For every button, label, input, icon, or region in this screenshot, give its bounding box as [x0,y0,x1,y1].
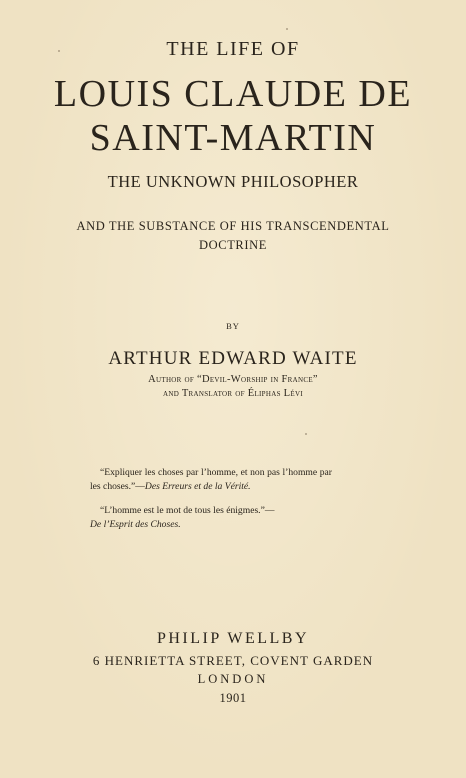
title-prefix: THE LIFE OF [166,38,300,60]
epigraph-quote-1-text: “Expliquer les choses par l’homme, et non pas l’homme par les choses.”— [90,467,332,492]
epigraph-quote-2-source: De l’Esprit des Choses. [90,518,181,530]
subtitle: THE UNKNOWN PHILOSOPHER [107,172,359,191]
publisher-name: PHILIP WELLBY [156,630,310,647]
title-name-line-2: SAINT-MARTIN [89,117,377,159]
publication-year: 1901 [219,691,247,705]
by-label: BY [226,321,240,331]
epigraph-quote-1-source: Des Erreurs et de la Vérité. [144,480,251,492]
paper-speck [305,433,307,435]
author-credential-1: Author of “Devil-Worship in France” [148,374,318,385]
publisher-city: LONDON [197,672,269,686]
subtitle-secondary-line-2: DOCTRINE [199,238,267,252]
publisher-address: 6 HENRIETTA STREET, COVENT GARDEN [92,653,374,668]
subtitle-secondary-line-1: AND THE SUBSTANCE OF HIS TRANSCENDENTAL [76,219,390,233]
paper-speck [58,50,60,52]
paper-speck [286,28,288,30]
title-name-line-1: LOUIS CLAUDE DE [53,73,413,115]
epigraph-quote-2 [90,504,332,531]
author-name: ARTHUR EDWARD WAITE [108,348,358,369]
epigraph-quote-2-text: “L’homme est le mot de tous les énigmes.”— [100,505,275,516]
epigraph-quote-1 [90,466,332,493]
author-credential-2: and Translator of Éliphas Lévi [163,388,303,399]
